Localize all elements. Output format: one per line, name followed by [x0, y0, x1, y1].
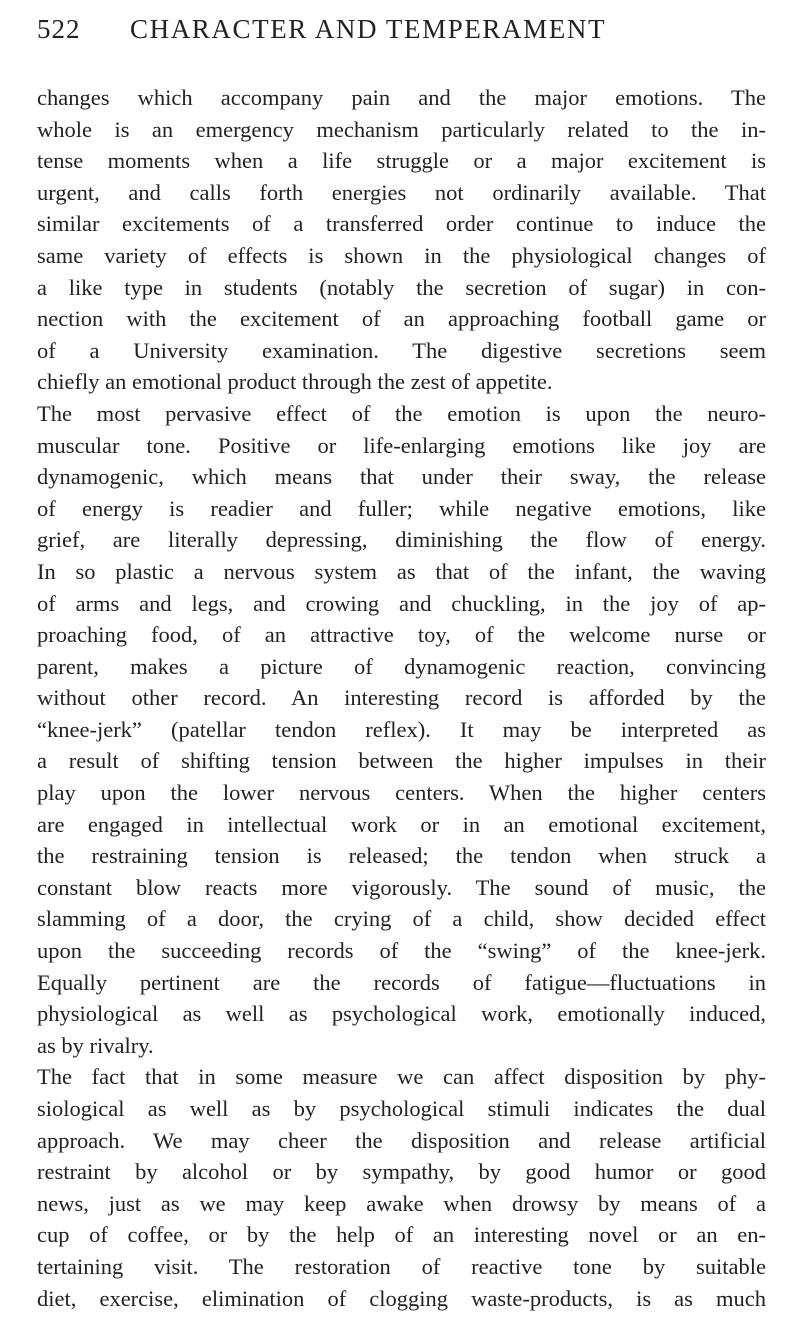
page-number: 522 [37, 14, 81, 44]
text-line: The fact that in some measure we can affect disposition by phy- [37, 1064, 766, 1090]
text-line: of energy is readier and fuller; while negative emotions, like [37, 495, 766, 521]
text-line: of arms and legs, and crowing and chuckling, in the joy of ap- [37, 590, 766, 616]
text-line: parent, makes a picture of dynamogenic reaction, convincing [37, 653, 766, 679]
text-line: urgent, and calls forth energies not ordinarily available. That [37, 179, 766, 205]
text-line: changes which accompany pain and the major emotions. The [37, 85, 766, 110]
text-line: siological as well as by psychological stimuli indicates the dual [37, 1096, 766, 1121]
text-line: tense moments when a life struggle or a major excitement is [37, 148, 766, 174]
text-line: restraint by alcohol or by sympathy, by good humor or good [37, 1159, 766, 1185]
text-line: The most pervasive effect of the emotion is upon the neuro- [37, 400, 766, 426]
text-line: as by rivalry. [37, 1032, 154, 1058]
text-line: chiefly an emotional product through the zest of appetite. [37, 369, 553, 395]
body-text [37, 82, 766, 1314]
text-line: a like type in students (notably the secretion of sugar) in con- [37, 274, 766, 300]
text-line: of a University examination. The digestive secretions seem [37, 337, 766, 363]
text-line: approach. We may cheer the disposition and release artificial [37, 1127, 766, 1153]
text-line: dynamogenic, which means that under their sway, the release [37, 464, 766, 490]
text-line: a result of shifting tension between the higher impulses in their [37, 748, 766, 774]
text-line: tertaining visit. The restoration of reactive tone by suitable [37, 1253, 766, 1279]
text-line: news, just as we may keep awake when drowsy by means of a [37, 1190, 766, 1216]
text-line: upon the succeeding records of the “swing” of the knee-jerk. [37, 938, 766, 964]
running-header [37, 14, 765, 54]
text-line: without other record. An interesting record is afforded by the [37, 685, 766, 711]
text-line: cup of coffee, or by the help of an interesting novel or an en- [37, 1222, 766, 1248]
text-line: slamming of a door, the crying of a child, show decided effect [37, 906, 766, 932]
text-line: proaching food, of an attractive toy, of the welcome nurse or [37, 622, 766, 648]
text-line: nection with the excitement of an approaching football game or [37, 306, 766, 332]
text-line: constant blow reacts more vigorously. The sound of music, the [37, 874, 766, 900]
text-line: similar excitements of a transferred order continue to induce the [37, 211, 766, 237]
text-line: physiological as well as psychological work, emotionally induced, [37, 1001, 766, 1027]
running-title: CHARACTER AND TEMPERAMENT [130, 14, 607, 44]
text-line: the restraining tension is released; the tendon when struck a [37, 843, 766, 869]
text-line: In so plastic a nervous system as that of the infant, the waving [37, 558, 766, 584]
text-line: “knee-jerk” (patellar tendon reflex). It may be interpreted as [37, 716, 766, 742]
text-line: same variety of effects is shown in the physiological changes of [37, 242, 766, 268]
text-line: whole is an emergency mechanism particularly related to the in- [37, 116, 766, 142]
text-line: play upon the lower nervous centers. When the higher centers [37, 780, 766, 806]
text-line: Equally pertinent are the records of fatigue—fluctuations in [37, 969, 766, 995]
text-line: are engaged in intellectual work or in an emotional excitement, [37, 811, 766, 837]
text-line: diet, exercise, elimination of clogging waste-products, is as much [37, 1285, 766, 1311]
text-line: grief, are literally depressing, diminishing the flow of energy. [37, 527, 766, 553]
text-line: muscular tone. Positive or life-enlarging emotions like joy are [37, 432, 766, 458]
